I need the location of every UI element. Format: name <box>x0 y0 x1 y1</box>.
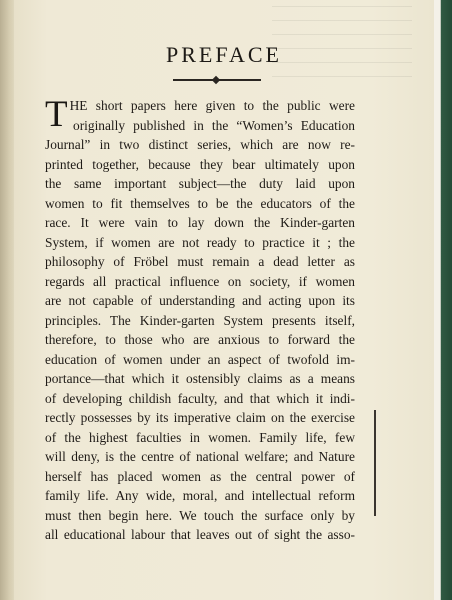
text-line: education of women under an aspect of twofold im- <box>45 351 355 367</box>
text-line: of the highest faculties in women. Family life, few <box>45 429 355 445</box>
text-line: principles. The Kinder-garten System presents itself, <box>45 312 355 328</box>
text-line: Journal” in two distinct series, which are now re- <box>45 137 355 152</box>
text-line: are not capable of understanding and acting upon its <box>45 293 355 308</box>
text-line: printed together, because they bear ultimately upon <box>45 156 355 172</box>
text-line: portance—that which it ostensibly claims as a means <box>45 371 355 386</box>
text-line: regards all practical influence on society, if women <box>45 273 355 289</box>
text-line: all educational labour that leaves out of sight the asso- <box>45 527 355 542</box>
text-line: must then begin here. We touch the surface only by <box>45 507 355 523</box>
margin-pencil-mark <box>374 410 376 516</box>
cover-edge <box>434 0 452 600</box>
text-line: therefore, to those who are anxious to forward the <box>45 332 355 347</box>
text-line: women to fit themselves to be the educators of the <box>45 195 355 211</box>
text-line: race. It were vain to lay down the Kinder-garten <box>45 215 355 230</box>
body-text <box>45 96 355 545</box>
text-line: will deny, is the centre of national welfare; and Nature <box>45 449 355 464</box>
text-line: System, if women are not ready to practice it ; the <box>45 234 355 250</box>
text-line: family life. Any wide, moral, and intellectual reform <box>45 488 355 503</box>
text-line: philosophy of Fröbel must remain a dead letter as <box>45 254 355 269</box>
drop-cap: T <box>45 94 68 135</box>
text-line: the same important subject—the duty laid upon <box>45 176 355 191</box>
text-line: rectly possesses by its imperative claim on the exercise <box>45 410 355 425</box>
text-line: originally published in the “Women’s Education <box>73 117 355 133</box>
text-line: HE short papers here given to the public were <box>69 98 355 113</box>
text-line: of developing childish faculty, and that which it indi- <box>45 390 355 406</box>
text-line: herself has placed women as the central power of <box>45 468 355 484</box>
page-title: PREFACE <box>166 42 282 67</box>
